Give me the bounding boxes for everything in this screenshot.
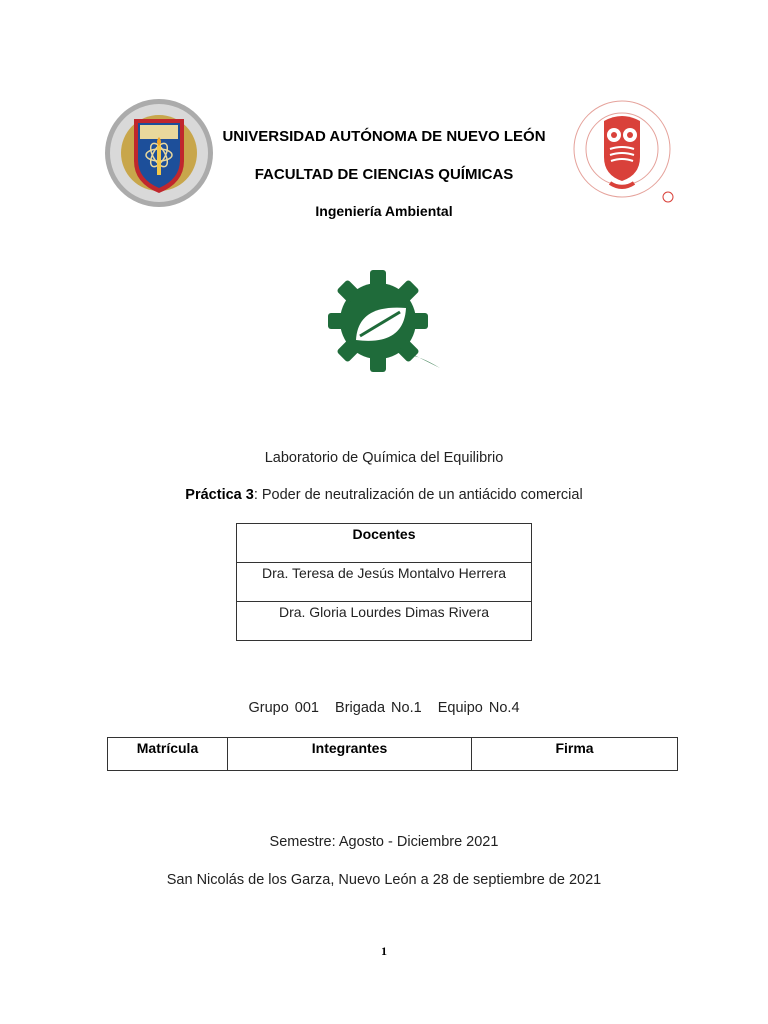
teacher-row: Dra. Teresa de Jesús Montalvo Herrera bbox=[237, 563, 532, 602]
fcq-owl-seal-icon bbox=[570, 95, 678, 207]
team-number: Equipo No.4 bbox=[437, 700, 520, 716]
uanl-seal-icon bbox=[104, 97, 214, 209]
practice-line bbox=[0, 487, 768, 503]
page-number: 1 bbox=[381, 944, 387, 958]
column-header-signature: Firma bbox=[472, 738, 678, 771]
teachers-table bbox=[236, 523, 532, 641]
group-number: Grupo 001 bbox=[248, 700, 319, 716]
column-header-id: Matrícula bbox=[108, 738, 228, 771]
university-title: UNIVERSIDAD AUTÓNOMA DE NUEVO LEÓN bbox=[222, 128, 546, 145]
program-title: Ingeniería Ambiental bbox=[315, 203, 453, 219]
practice-text: : Poder de neutralización de un antiácido comercial bbox=[253, 487, 583, 503]
teachers-header: Docentes bbox=[237, 524, 532, 563]
teacher-row: Dra. Gloria Lourdes Dimas Rivera bbox=[237, 602, 532, 641]
lab-title: Laboratorio de Química del Equilibrio bbox=[264, 450, 504, 466]
column-header-members: Integrantes bbox=[228, 738, 472, 771]
brigade-number: Brigada No.1 bbox=[335, 700, 422, 716]
gear-leaf-icon bbox=[328, 268, 442, 374]
members-table bbox=[107, 737, 678, 771]
practice-label: Práctica 3 bbox=[185, 487, 254, 503]
semester-line: Semestre: Agosto - Diciembre 2021 bbox=[269, 834, 499, 850]
faculty-title: FACULTAD DE CIENCIAS QUÍMICAS bbox=[254, 166, 514, 183]
place-date-line: San Nicolás de los Garza, Nuevo León a 28 de septiembre de 2021 bbox=[166, 872, 602, 888]
group-line bbox=[0, 700, 768, 716]
